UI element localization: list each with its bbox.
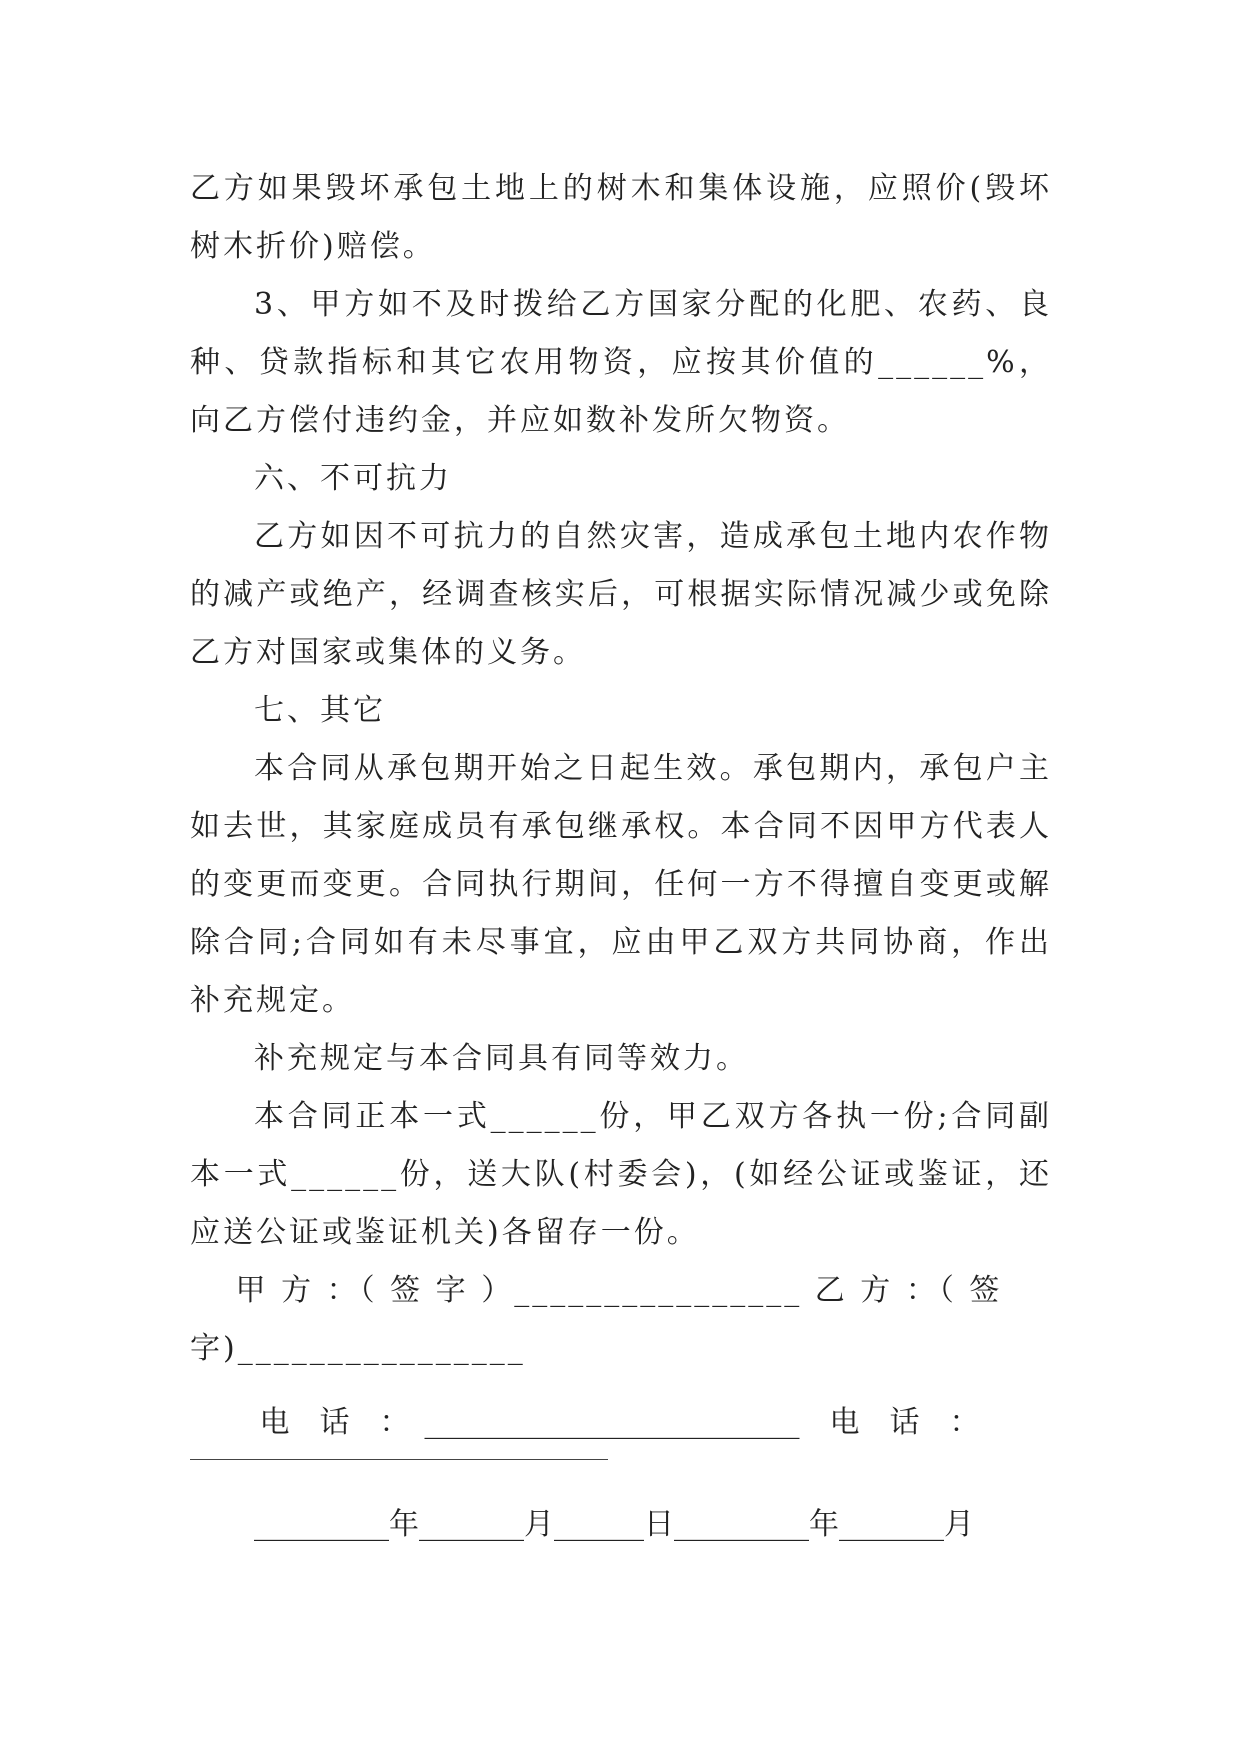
paragraph-copies: 本合同正本一式______份，甲乙双方各执一份;合同副本一式______份，送大队(村委会)，(如经公证或鉴证，还应送公证或鉴证机关)各留存一份。 [190,1099,1052,1250]
paragraph-supplement: 补充规定与本合同具有同等效力。 [254,1041,749,1076]
date-row: _________年_______月______日_________年_______月 [254,1507,974,1542]
signature-line-2: 字)________________ [190,1331,526,1366]
signature-line-1: 甲 方 ：（ 签 字 ）________________ 乙 方 ：（ 签 [190,1273,1003,1308]
paragraph-clause-3: 3、甲方如不及时拨给乙方国家分配的化肥、农药、良种、贷款指标和其它农用物资，应按其价值的______%，向乙方偿付违约金，并应如数补发所欠物资。 [190,287,1052,438]
paragraph-compensation: 乙方如果毁坏承包土地上的树木和集体设施，应照价(毁坏树木折价)赔偿。 [190,171,1052,264]
paragraph-effectiveness: 本合同从承包期开始之日起生效。承包期内，承包户主如去世，其家庭成员有承包继承权。本合同不因甲方代表人的变更而变更。合同执行期间，任何一方不得擅自变更或解除合同;合同如有未尽事宜，应由甲乙双方共同协商，作出补充规定。 [190,751,1052,1018]
section-heading-other: 七、其它 [254,693,386,728]
contract-page [190,160,1052,1554]
paragraph-force-majeure: 乙方如因不可抗力的自然灾害，造成承包土地内农作物的减产或绝产，经调查核实后，可根据实际情况减少或免除乙方对国家或集体的义务。 [190,519,1052,670]
phone-row: 电 话 ： _________________________ 电 话 ： [190,1405,980,1440]
section-heading-force-majeure: 六、不可抗力 [254,461,452,496]
phone-underline [190,1458,608,1460]
signature-block [190,1262,1052,1378]
